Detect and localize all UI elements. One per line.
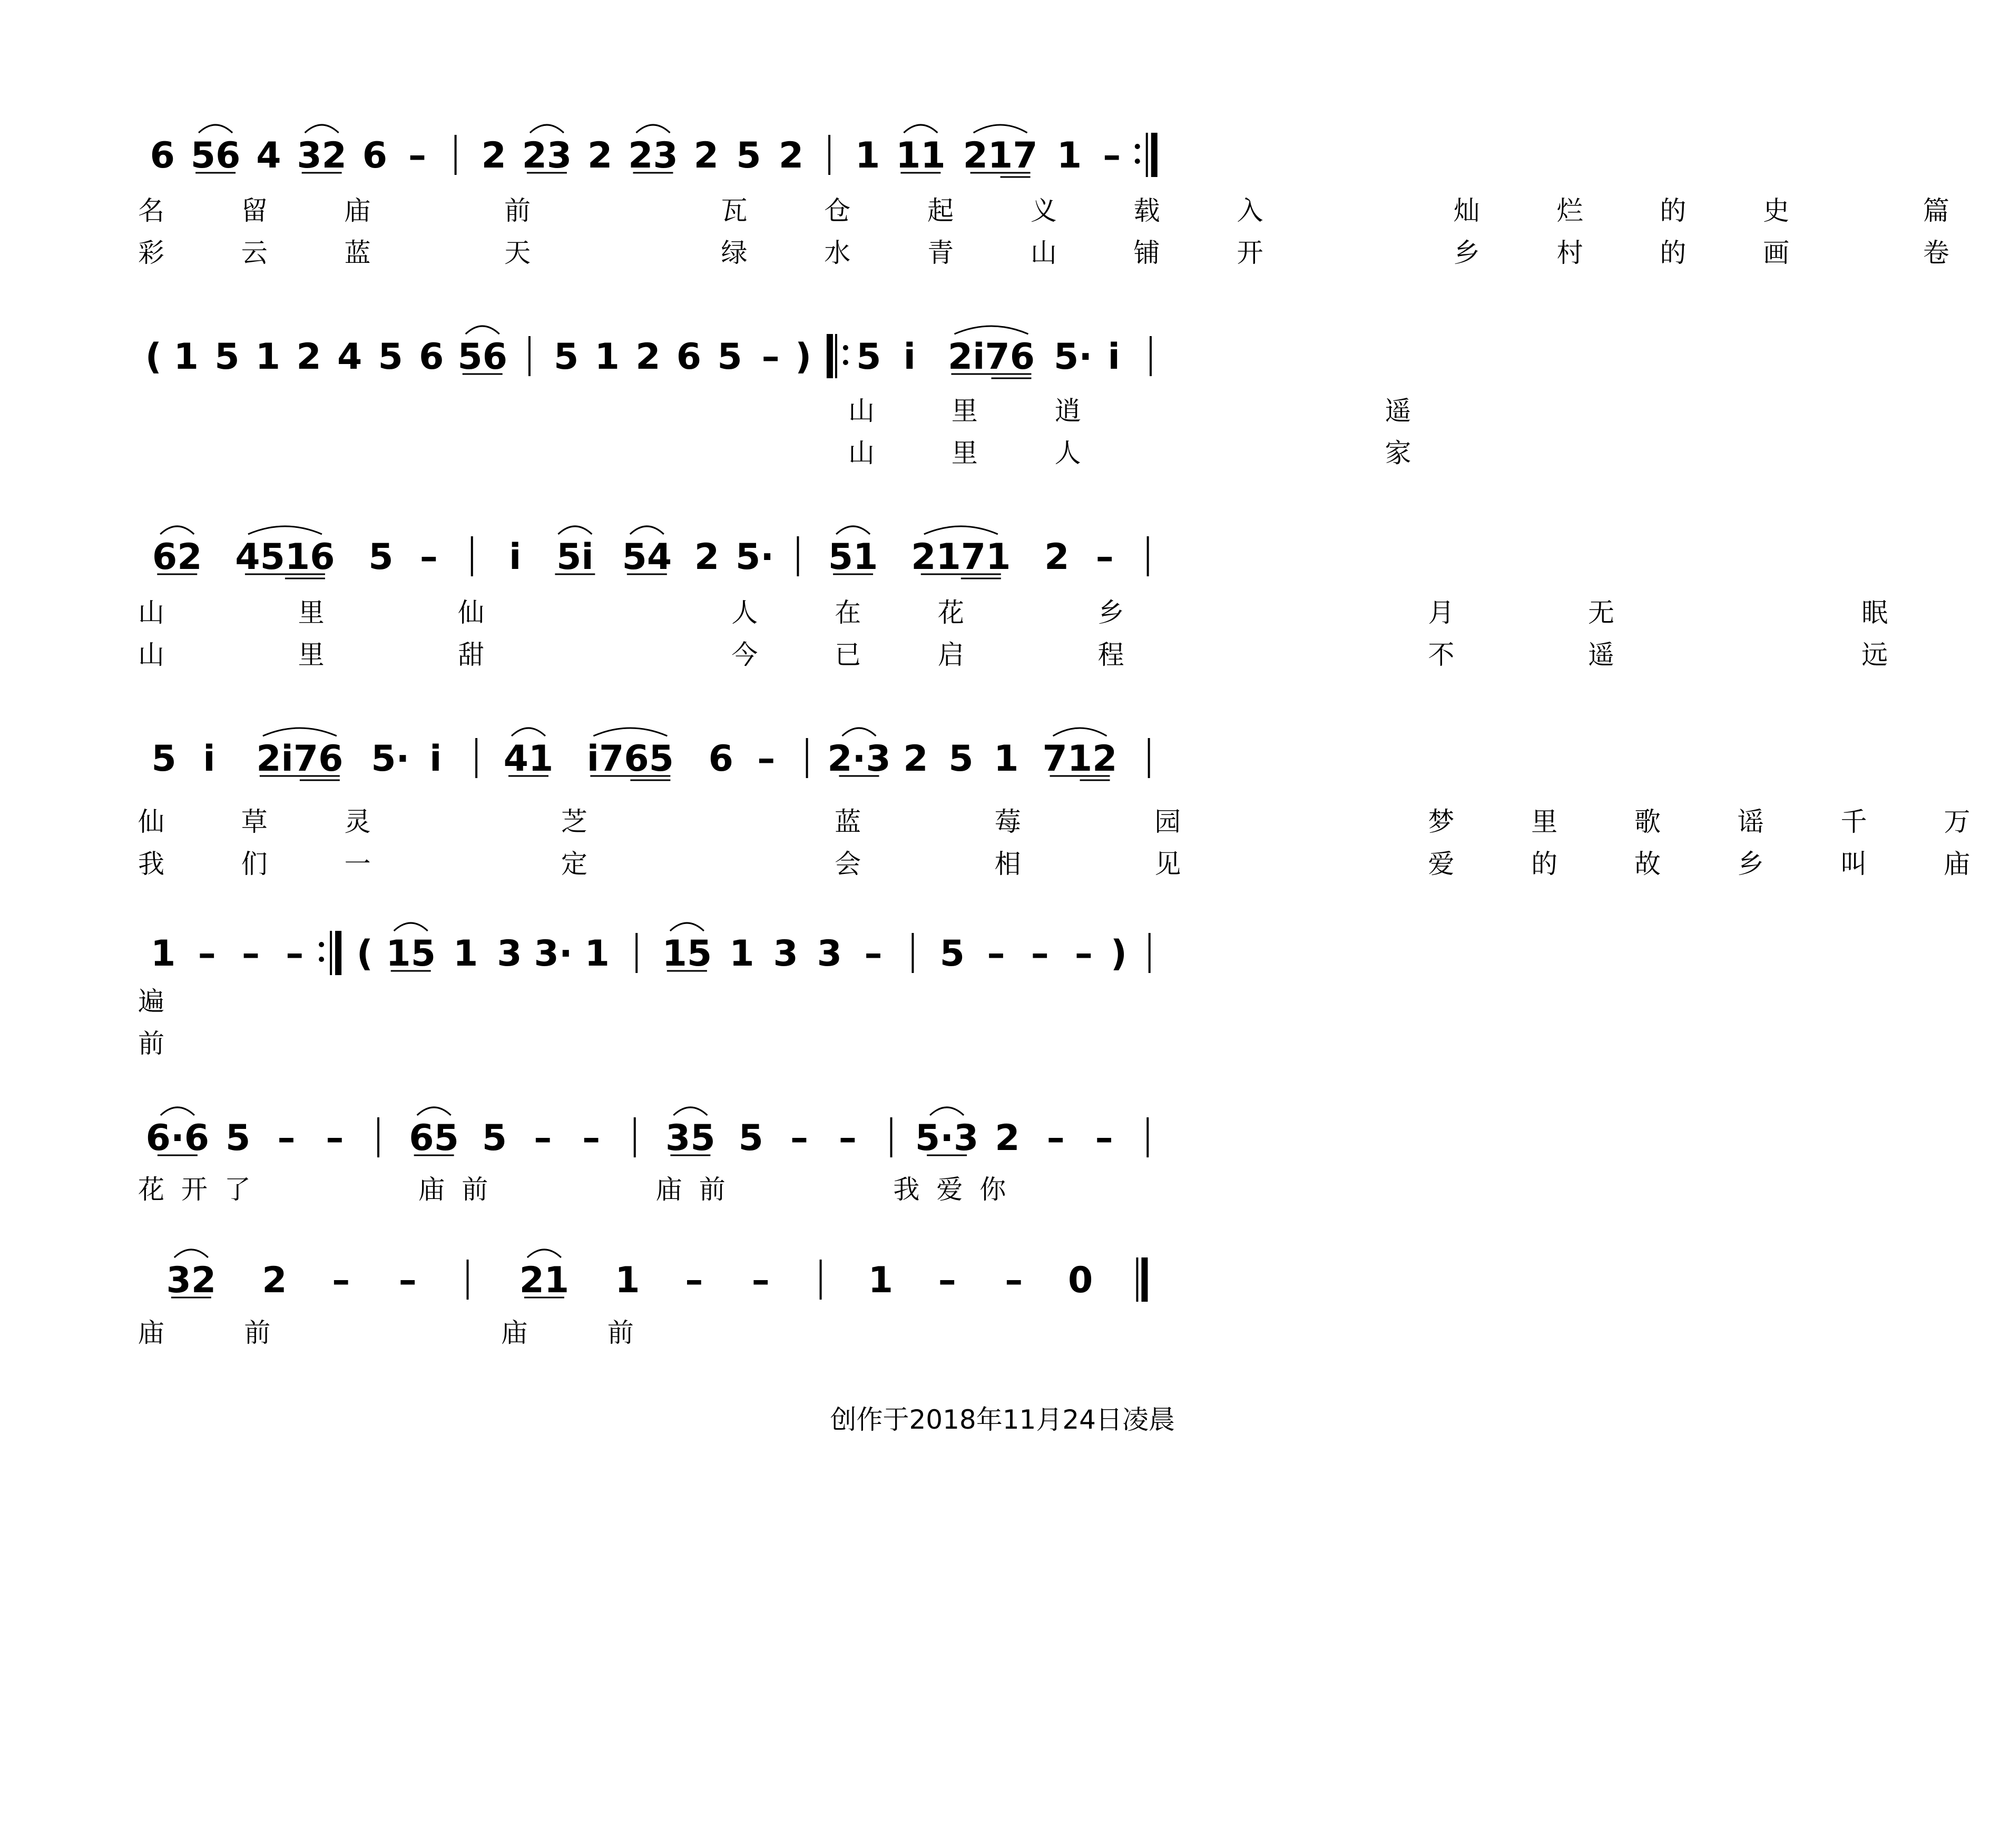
parenthesis: (: [145, 336, 162, 378]
dash-extension: –: [326, 1117, 344, 1159]
dash-extension: –: [408, 135, 427, 176]
note-group: 11: [896, 135, 946, 176]
dash-extension: –: [938, 1260, 956, 1301]
slur: [558, 526, 592, 534]
parenthesis: ): [795, 336, 812, 378]
dash-extension: –: [534, 1117, 552, 1159]
note-group: 32: [166, 1260, 217, 1301]
note-group: 41: [503, 738, 554, 780]
parenthesis: (: [356, 933, 373, 975]
note-group: 5: [939, 933, 965, 975]
note-group: 2: [296, 336, 321, 378]
note-group: 1: [1056, 135, 1082, 176]
note-group: 1: [855, 135, 880, 176]
dash-extension: –: [1095, 536, 1114, 578]
lyric-line-4-2: 我 们 一 定 会 相 见 爱 的 故 乡 叫 庙: [138, 849, 1990, 879]
note-group: 1: [255, 336, 281, 378]
lyric-line-3-1: 山 里 仙 人 在 花 乡 月 无 眠: [138, 597, 1908, 628]
note-group: i: [429, 738, 442, 780]
note-group: 1: [868, 1260, 894, 1301]
dash-extension: –: [838, 1117, 857, 1159]
dash-extension: –: [751, 1260, 770, 1301]
note-group: 2: [1044, 536, 1070, 578]
note-group: 5: [482, 1117, 507, 1159]
note-group: 1: [594, 336, 620, 378]
slur: [1053, 728, 1107, 736]
dash-extension: –: [1005, 1260, 1023, 1301]
note-group: 2: [995, 1117, 1020, 1159]
slur: [248, 526, 322, 534]
note-group: 2: [481, 135, 506, 176]
dash-extension: –: [419, 536, 438, 578]
note-group: 5·: [1054, 336, 1093, 378]
note-group: 4: [256, 135, 281, 176]
note-group: 51: [828, 536, 878, 578]
slur: [417, 1107, 451, 1115]
note-group: 5: [948, 738, 974, 780]
note-group: 21: [519, 1260, 570, 1301]
dash-extension: –: [1074, 933, 1093, 975]
dash-extension: –: [757, 738, 776, 780]
note-group: 6: [708, 738, 733, 780]
note-group: 65: [409, 1117, 459, 1159]
note-group: 5: [856, 336, 881, 378]
note-group: i765: [586, 738, 674, 780]
note-group: 6: [150, 135, 175, 176]
note-group: i: [1107, 336, 1120, 378]
slur: [842, 728, 876, 736]
note-group: 56: [190, 135, 241, 176]
slur: [930, 1107, 964, 1115]
note-group: 1: [584, 933, 610, 975]
lyric-line-7-1: 庙 前 庙 前: [138, 1318, 638, 1348]
note-group: 2i76: [947, 336, 1035, 378]
dash-extension: –: [332, 1260, 350, 1301]
slur: [527, 1250, 561, 1257]
note-group: 2: [778, 135, 804, 176]
note-group: 4516: [235, 536, 335, 578]
note-group: 1: [453, 933, 478, 975]
dash-extension: –: [790, 1117, 809, 1159]
note-group: 2: [262, 1260, 287, 1301]
slur: [593, 728, 667, 736]
slur: [466, 326, 499, 334]
slur: [636, 125, 670, 133]
notes-layer: [145, 125, 1158, 1302]
lyric-line-1-1: 名 留 庙 前 瓦 仓 起 义 载 入 灿 烂 的 史 篇: [138, 195, 1969, 226]
lyric-line-6-1: 花 开 了 庙 前 庙 前 我 爱 你: [138, 1174, 1011, 1205]
note-group: 2: [587, 135, 613, 176]
note-group: 5: [738, 1117, 763, 1159]
lyric-line-5-2: 前: [138, 1028, 184, 1059]
note-group: 1: [994, 738, 1019, 780]
note-group: 6: [419, 336, 444, 378]
note-group: 712: [1042, 738, 1117, 780]
dash-extension: –: [987, 933, 1005, 975]
note-group: 23: [522, 135, 572, 176]
note-group: 5: [214, 336, 240, 378]
note-group: 5·: [735, 536, 775, 578]
note-group: 5: [368, 536, 394, 578]
slur: [904, 125, 937, 133]
slur: [160, 526, 194, 534]
slur: [974, 125, 1027, 133]
slur: [199, 125, 232, 133]
slur: [670, 923, 704, 931]
note-group: 5: [226, 1117, 251, 1159]
dash-extension: –: [277, 1117, 296, 1159]
slur: [305, 125, 339, 133]
note-group: 5: [554, 336, 579, 378]
dash-extension: –: [1031, 933, 1049, 975]
note-group: i: [203, 738, 215, 780]
note-group: 5·3: [915, 1117, 979, 1159]
dash-extension: –: [685, 1260, 703, 1301]
dash-extension: –: [286, 933, 304, 975]
note-group: i: [508, 536, 522, 578]
note-group: 2i76: [256, 738, 344, 780]
note-group: 1: [729, 933, 754, 975]
note-group: 3: [773, 933, 798, 975]
dash-extension: –: [582, 1117, 601, 1159]
slur: [512, 728, 545, 736]
slur: [394, 923, 428, 931]
note-group: 1: [615, 1260, 640, 1301]
note-group: 3: [497, 933, 522, 975]
lyric-line-1-2: 彩 云 蓝 天 绿 水 青 山 铺 开 乡 村 的 画 卷: [138, 238, 1969, 268]
note-group: 1: [173, 336, 199, 378]
note-group: 5: [736, 135, 761, 176]
note-group: 2: [635, 336, 661, 378]
note-group: i: [903, 336, 916, 378]
slur: [836, 526, 870, 534]
slur: [924, 526, 998, 534]
lyric-line-2-1: 山 里 逍 遥: [848, 396, 1432, 426]
final-barline: [1137, 1257, 1148, 1302]
note-group: 2: [693, 135, 719, 176]
note-group: 35: [665, 1117, 715, 1159]
note-group: 5i: [556, 536, 594, 578]
note-group: 2·3: [827, 738, 891, 780]
note-group: 5: [717, 336, 742, 378]
note-group: 2171: [911, 536, 1011, 578]
dash-extension: –: [398, 1260, 417, 1301]
note-group: 15: [662, 933, 712, 975]
note-group: 217: [963, 135, 1038, 176]
note-group: 6: [676, 336, 702, 378]
slur: [174, 1250, 208, 1257]
dash-extension: –: [1095, 1117, 1113, 1159]
note-group: 5·: [371, 738, 410, 780]
lyric-line-5-1: 遍: [138, 986, 184, 1017]
lyric-line-2-2: 山 里 人 家: [848, 438, 1432, 468]
slur: [263, 728, 337, 736]
note-group: 62: [152, 536, 202, 578]
repeat-barline: [1135, 133, 1158, 177]
note-group: 54: [622, 536, 672, 578]
slur: [673, 1107, 707, 1115]
dash-extension: –: [198, 933, 216, 975]
parenthesis: ): [1110, 933, 1128, 975]
lyric-line-4-1: 仙 草 灵 芝 蓝 莓 园 梦 里 歌 谣 千 万: [138, 807, 1990, 837]
lyric-line-3-2: 山 里 甜 今 已 启 程 不 遥 远: [138, 640, 1908, 670]
repeat-barline: [319, 931, 341, 975]
note-group: 32: [297, 135, 347, 176]
note-group: 3·: [534, 933, 573, 975]
note-group: 4: [337, 336, 362, 378]
note-group: 6: [362, 135, 388, 176]
note-group: 56: [457, 336, 508, 378]
note-group: 5: [378, 336, 403, 378]
slur: [530, 125, 564, 133]
note-group: 15: [386, 933, 436, 975]
slur: [161, 1107, 194, 1115]
dash-extension: –: [864, 933, 883, 975]
slur: [630, 526, 664, 534]
note-group: 0: [1067, 1260, 1093, 1301]
repeat-barline: [827, 334, 848, 378]
dash-extension: –: [242, 933, 260, 975]
note-group: 23: [628, 135, 678, 176]
note-group: 1: [150, 933, 176, 975]
dash-extension: –: [1103, 135, 1121, 176]
note-group: 5: [151, 738, 177, 780]
note-group: 2: [903, 738, 928, 780]
note-group: 2: [694, 536, 720, 578]
note-group: 3: [817, 933, 842, 975]
dash-extension: –: [1046, 1117, 1065, 1159]
slur: [954, 326, 1028, 334]
composition-date: 创作于2018年11月24日凌晨: [830, 1404, 1175, 1435]
dash-extension: –: [761, 336, 780, 378]
note-group: 6·6: [145, 1117, 210, 1159]
